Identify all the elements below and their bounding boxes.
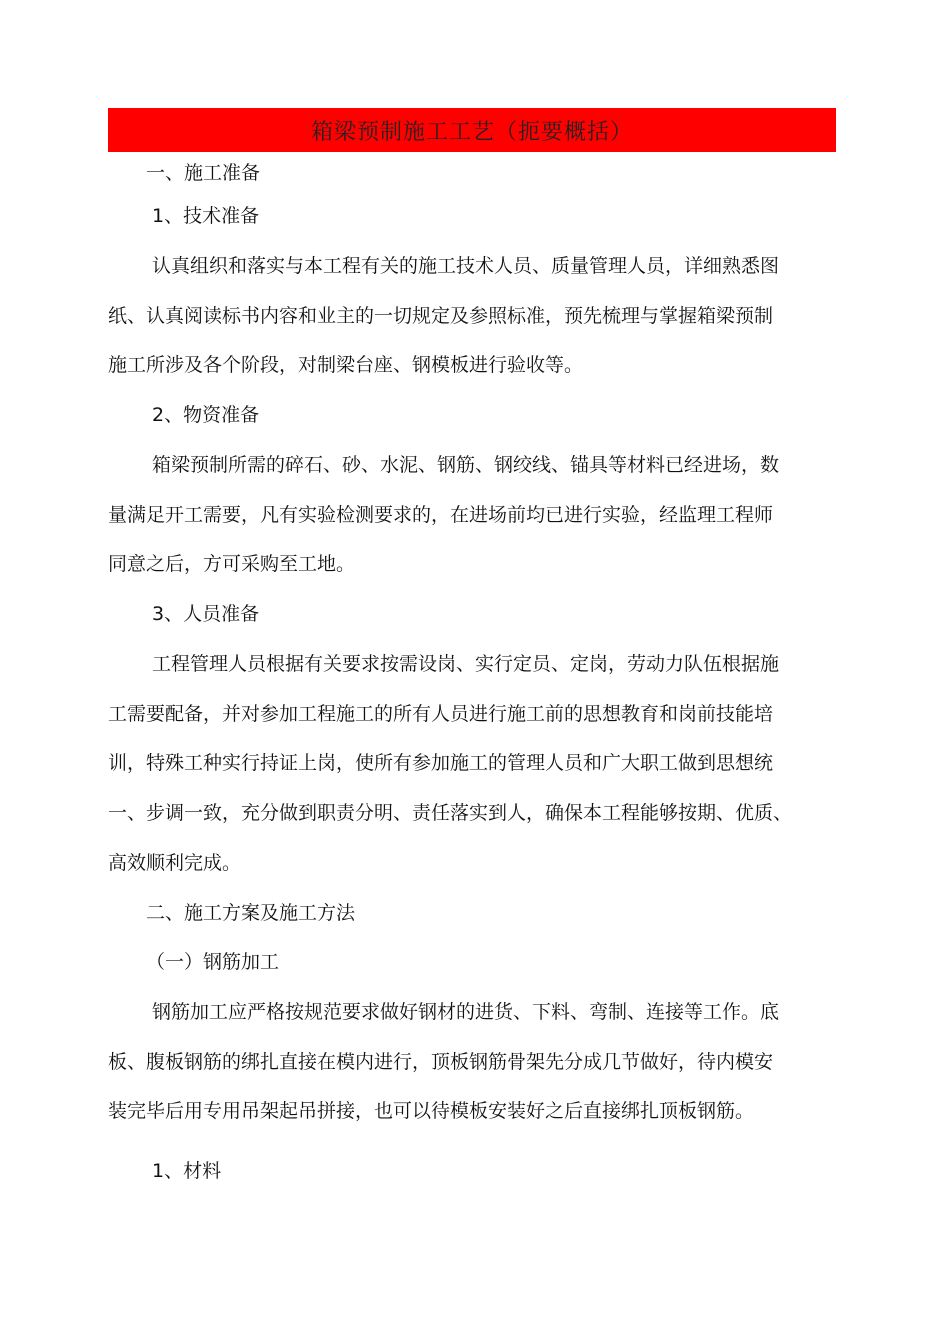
paragraph-line: 同意之后，方可采购至工地。 — [108, 553, 356, 575]
subheading-material-preparation: 2、物资准备 — [152, 404, 260, 426]
paragraph-line: 认真组织和落实与本工程有关的施工技术人员、质量管理人员，详细熟悉图 — [152, 255, 780, 277]
paragraph-line: 装完毕后用专用吊架起吊拼接，也可以待模板安装好之后直接绑扎顶板钢筋。 — [108, 1100, 755, 1122]
paragraph-line: 施工所涉及各个阶段，对制梁台座、钢模板进行验收等。 — [108, 354, 584, 376]
paragraph-line: 板、腹板钢筋的绑扎直接在模内进行，顶板钢筋骨架先分成几节做好，待内模安 — [108, 1051, 774, 1073]
paragraph-line: 纸、认真阅读标书内容和业主的一切规定及参照标准，预先梳理与掌握箱梁预制 — [108, 305, 774, 327]
paragraph-line: 训，特殊工种实行持证上岗，使所有参加施工的管理人员和广大职工做到思想统 — [108, 752, 774, 774]
paragraph-line: 钢筋加工应严格按规范要求做好钢材的进货、下料、弯制、连接等工作。底 — [152, 1001, 780, 1023]
subheading-materials: 1、材料 — [152, 1160, 222, 1182]
title-banner — [108, 108, 836, 152]
subheading-technical-preparation: 1、技术准备 — [152, 205, 260, 227]
paragraph-line: 工程管理人员根据有关要求按需设岗、实行定员、定岗，劳动力队伍根据施 — [152, 653, 780, 675]
section-heading-construction-plan: 二、施工方案及施工方法 — [146, 902, 356, 924]
subheading-personnel-preparation: 3、人员准备 — [152, 603, 260, 625]
paragraph-line: 量满足开工需要，凡有实验检测要求的，在进场前均已进行实验，经监理工程师 — [108, 504, 774, 526]
section-heading-preparation: 一、施工准备 — [146, 162, 261, 184]
paragraph-line: 一、步调一致，充分做到职责分明、责任落实到人，确保本工程能够按期、优质、 — [108, 802, 793, 824]
subheading-rebar-processing: （一）钢筋加工 — [146, 951, 280, 973]
paragraph-line: 箱梁预制所需的碎石、砂、水泥、钢筋、钢绞线、锚具等材料已经进场，数 — [152, 454, 780, 476]
document-title: 箱梁预制施工工艺（扼要概括） — [310, 119, 633, 145]
paragraph-line: 工需要配备，并对参加工程施工的所有人员进行施工前的思想教育和岗前技能培 — [108, 703, 774, 725]
paragraph-line: 高效顺利完成。 — [108, 852, 242, 874]
